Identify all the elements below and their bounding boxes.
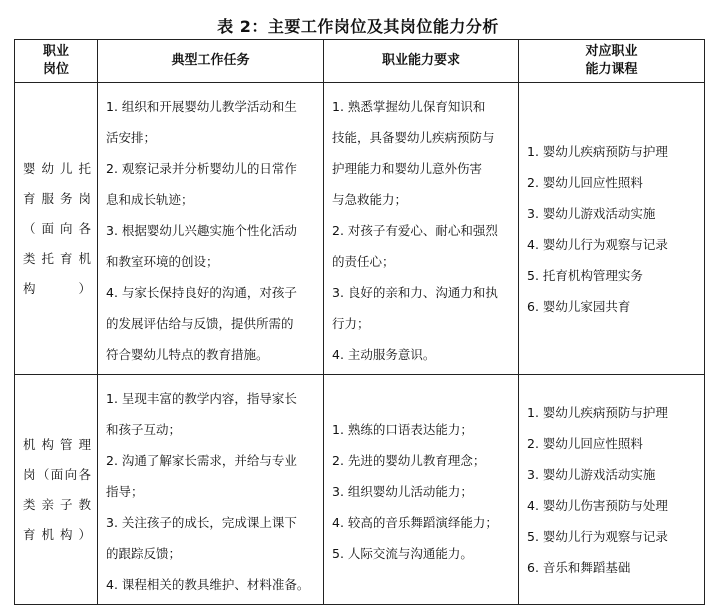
tasks-line: 指导； xyxy=(106,484,144,499)
table-row xyxy=(15,375,705,605)
header-position-line: 岗位 xyxy=(42,62,69,77)
tasks-line: 2. 观察记录并分析婴幼儿的日常作 xyxy=(106,161,297,176)
header-position-line: 职业 xyxy=(42,44,69,59)
requirements-line: 的责任心； xyxy=(332,254,395,269)
header-row xyxy=(15,40,705,83)
table-row xyxy=(15,83,705,375)
requirements-line: 2. 先进的婴幼儿教育理念； xyxy=(332,453,486,468)
tasks-line: 符合婴幼儿特点的教育措施。 xyxy=(106,347,269,362)
header-tasks: 典型工作任务 xyxy=(98,40,324,83)
requirements-line: 4. 主动服务意识。 xyxy=(332,347,436,362)
courses-line: 1. 婴幼儿疾病预防与护理 xyxy=(527,404,668,420)
position-cell xyxy=(15,375,98,605)
courses-line: 5. 婴幼儿行为观察与记录 xyxy=(527,528,668,544)
requirements-line: 4. 较高的音乐舞蹈演绎能力； xyxy=(332,515,498,530)
courses-line: 4. 婴幼儿伤害预防与处理 xyxy=(527,497,668,513)
tasks-line: 1. 组织和开展婴幼儿教学活动和生 xyxy=(106,99,297,114)
courses-line: 6. 婴幼儿家园共育 xyxy=(527,298,631,314)
tasks-line: 3. 关注孩子的成长，完成课上课下 xyxy=(106,515,297,530)
tasks-line: 4. 课程相关的教具维护、材料准备。 xyxy=(106,577,310,592)
table-title: 表 2：主要工作岗位及其岗位能力分析 xyxy=(217,17,499,36)
position-line: 类托育机 xyxy=(23,250,91,266)
header-requirements: 职业能力要求 xyxy=(324,40,519,83)
courses-line: 3. 婴幼儿游戏活动实施 xyxy=(527,466,656,482)
position-line: 婴幼儿托 xyxy=(23,160,91,176)
tasks-line: 的发展评估给与反馈，提供所需的 xyxy=(106,316,294,331)
requirements-line: 5. 人际交流与沟通能力。 xyxy=(332,546,473,561)
position-cell xyxy=(15,83,98,375)
header-courses-line: 能力课程 xyxy=(585,62,638,77)
requirements-line: 护理能力和婴幼儿意外伤害 xyxy=(332,161,483,176)
courses-line: 4. 婴幼儿行为观察与记录 xyxy=(527,236,668,252)
requirements-cell xyxy=(324,375,519,605)
requirements-cell xyxy=(324,83,519,375)
tasks-cell xyxy=(98,375,324,605)
header-courses xyxy=(519,40,705,83)
courses-cell xyxy=(519,83,705,375)
courses-cell xyxy=(519,375,705,605)
requirements-line: 3. 良好的亲和力、沟通力和执 xyxy=(332,285,498,300)
requirements-line: 行力； xyxy=(332,316,370,331)
position-line: 机构管理 xyxy=(23,436,91,452)
courses-line: 1. 婴幼儿疾病预防与护理 xyxy=(527,143,668,159)
courses-line: 6. 音乐和舞蹈基础 xyxy=(527,559,631,575)
tasks-line: 息和成长轨迹； xyxy=(106,192,194,207)
position-line: 构） xyxy=(23,280,91,296)
requirements-line: 3. 组织婴幼儿活动能力； xyxy=(332,484,473,499)
requirements-line: 与急救能力； xyxy=(332,192,408,207)
courses-line: 5. 托育机构管理实务 xyxy=(527,267,643,283)
tasks-line: 和孩子互动； xyxy=(106,422,182,437)
header-position xyxy=(15,40,98,83)
header-courses-line: 对应职业 xyxy=(585,44,638,59)
ability-analysis-table xyxy=(14,39,705,605)
tasks-line: 1. 呈现丰富的教学内容，指导家长 xyxy=(106,391,297,406)
position-line: 类亲子教 xyxy=(23,496,91,512)
position-line: （面向各 xyxy=(23,220,91,236)
courses-line: 2. 婴幼儿回应性照料 xyxy=(527,435,643,451)
courses-line: 3. 婴幼儿游戏活动实施 xyxy=(527,205,656,221)
tasks-line: 2. 沟通了解家长需求，并给与专业 xyxy=(106,453,297,468)
tasks-line: 和教室环境的创设； xyxy=(106,254,219,269)
tasks-line: 活安排； xyxy=(106,130,157,145)
tasks-line: 4. 与家长保持良好的沟通，对孩子 xyxy=(106,285,297,300)
courses-line: 2. 婴幼儿回应性照料 xyxy=(527,174,643,190)
requirements-line: 1. 熟悉掌握幼儿保育知识和 xyxy=(332,99,486,114)
position-line: 岗（面向各 xyxy=(23,466,91,482)
tasks-cell xyxy=(98,83,324,375)
tasks-line: 的跟踪反馈； xyxy=(106,546,182,561)
tasks-line: 3. 根据婴幼儿兴趣实施个性化活动 xyxy=(106,223,297,238)
requirements-line: 技能，具备婴幼儿疾病预防与 xyxy=(332,130,495,145)
position-line: 育服务岗 xyxy=(23,190,91,206)
position-line: 育机构） xyxy=(23,526,91,542)
requirements-line: 2. 对孩子有爱心、耐心和强烈 xyxy=(332,223,498,238)
requirements-line: 1. 熟练的口语表达能力； xyxy=(332,422,473,437)
